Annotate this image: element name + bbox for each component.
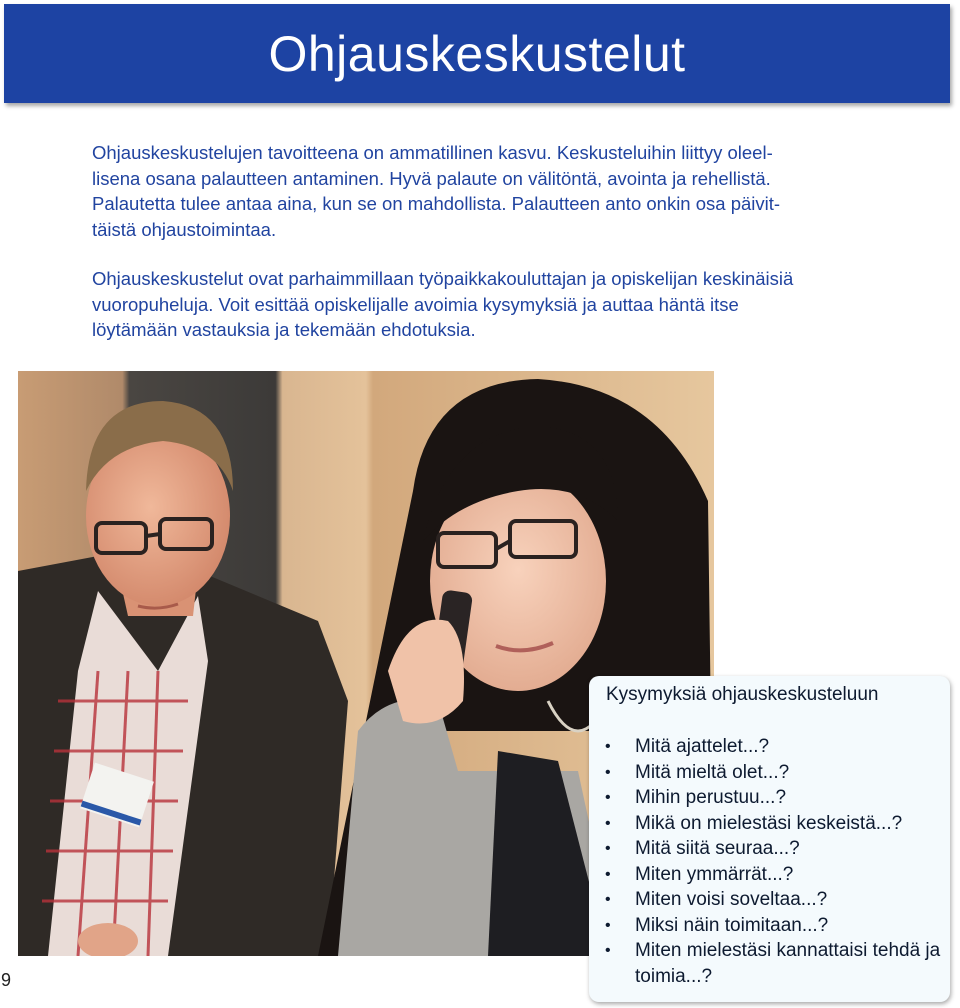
question-text: Mihin perustuu...? [635,787,787,808]
bullet-icon: • [605,865,611,883]
text-line: löytämään vastauksia ja tekemään ehdotuksia. [92,319,476,340]
question-text: Miten voisi soveltaa...? [635,889,828,910]
bullet-icon: • [605,840,611,857]
question-item [603,734,943,760]
bullet-icon: • [605,891,611,908]
text-line: Palautetta tulee antaa aina, kun se on mahdollista. Palautteen anto onkin osa päivit- [92,193,781,214]
question-text: Miten mielestäsi kannattaisi tehdä ja toimia...? [635,940,941,987]
text-line: Ohjauskeskustelujen tavoitteena on ammatillinen kasvu. Keskusteluihin liittyy oleel- [92,142,773,163]
question-text: Miksi näin toimitaan...? [635,914,829,936]
title-banner [4,4,950,103]
question-text: Mikä on mielestäsi keskeistä...? [635,812,903,834]
bullet-icon: • [605,789,611,806]
question-text: Mitä ajattelet...? [635,736,770,757]
bullet-icon: • [605,763,611,781]
question-item [603,785,943,811]
page-title: Ohjauskeskustelut [268,25,686,82]
bullet-icon: • [605,814,611,832]
questions-list [603,734,943,989]
question-item [603,760,943,786]
text-line: vuoropuheluja. Voit esittää opiskelijalle avoimia kysymyksiä ja auttaa häntä itse [92,293,739,315]
question-item [603,862,943,888]
questions-box [589,676,950,1002]
bullet-icon: • [605,942,611,959]
question-item [603,938,943,989]
question-item [603,887,943,913]
question-item [603,836,943,862]
intro-paragraph-1 [92,140,862,242]
question-text: Mitä mieltä olet...? [635,761,790,783]
text-line: lisena osana palautteen antaminen. Hyvä palaute on välitöntä, avointa ja rehellistä. [92,167,771,189]
bullet-icon: • [605,738,611,755]
text-line: täistä ohjaustoimintaa. [92,218,277,240]
question-text: Miten ymmärrät...? [635,863,794,885]
bullet-icon: • [605,916,611,934]
question-text: Mitä siitä seuraa...? [635,838,800,859]
question-item [603,811,943,837]
page-number: 9 [1,970,12,990]
question-item [603,913,943,939]
questions-heading: Kysymyksiä ohjauskeskusteluun [606,684,879,705]
text-line: Ohjauskeskustelut ovat parhaimmillaan työpaikkakouluttajan ja opiskelijan keskinäisiä [92,268,794,289]
intro-paragraph-2 [92,266,862,343]
